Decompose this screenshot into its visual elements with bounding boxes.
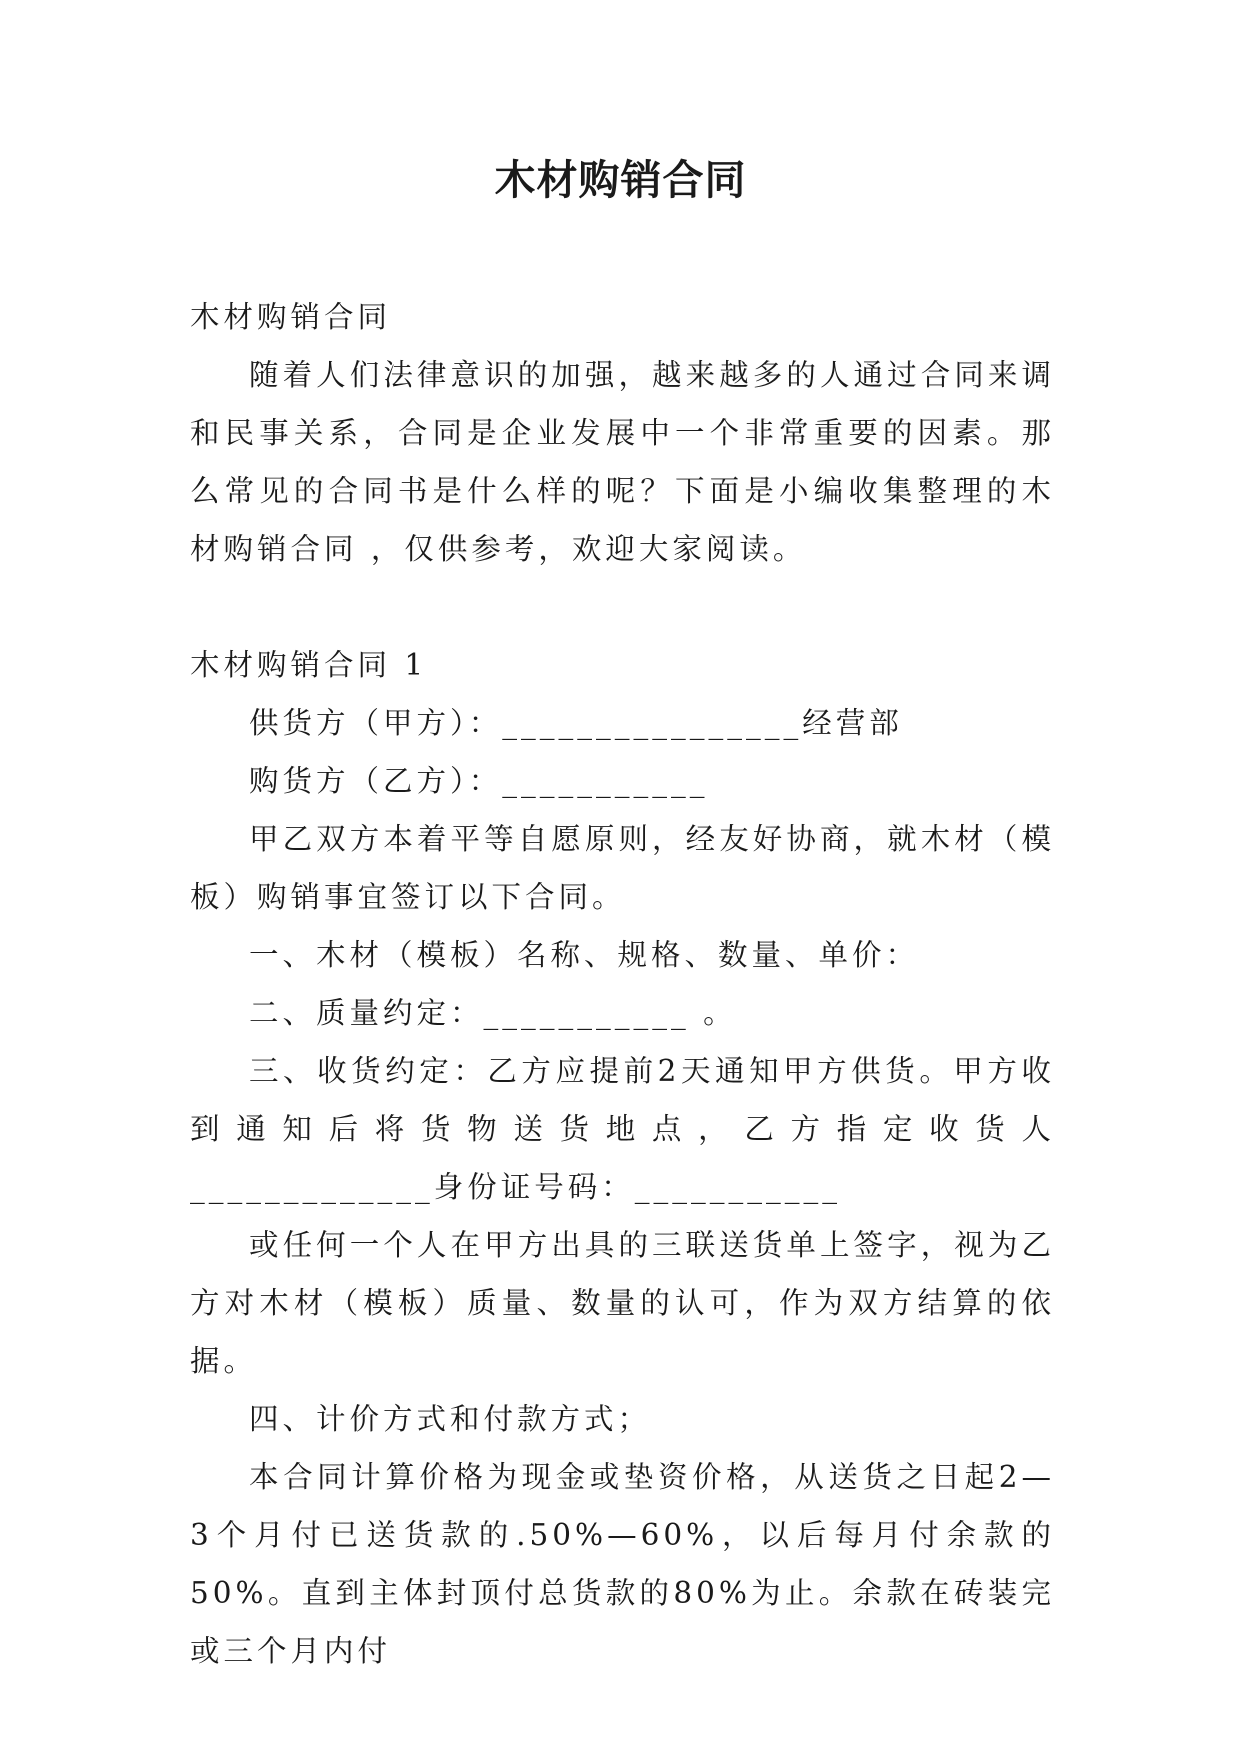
clause-3: 三、收货约定：乙方应提前2天通知甲方供货。甲方收到通知后将货物送货地点，乙方指定收货人_____________身份证号码：___________ (190, 1054, 1055, 1204)
clause-4: 四、计价方式和付款方式； (249, 1402, 652, 1436)
clause-4-payment: 本合同计算价格为现金或垫资价格，从送货之日起2—3个月付已送货款的.50%—60%，以后每月付余款的50%。直到主体封顶付总货款的80%为止。余款在砖装完或三个月内付 (190, 1460, 1055, 1668)
section-heading-contract-1: 木材购销合同 1 (190, 648, 428, 682)
clause-3-continued: 或任何一个人在甲方出具的三联送货单上签字，视为乙方对木材（模板）质量、数量的认可，作为双方结算的依据。 (190, 1228, 1055, 1378)
document-body (190, 288, 1055, 1680)
supplier-line: 供货方（甲方）：________________经营部 (249, 706, 903, 740)
clause-2: 二、质量约定：___________ 。 (249, 996, 737, 1030)
document-title: 木材购销合同 (494, 156, 747, 204)
agreement-paragraph: 甲乙双方本着平等自愿原则，经友好协商，就木材（模板）购销事宜签订以下合同。 (190, 822, 1055, 914)
section-heading-intro: 木材购销合同 (190, 300, 392, 334)
clause-1: 一、木材（模板）名称、规格、数量、单价： (249, 938, 920, 972)
paragraph-gap (190, 578, 1055, 636)
buyer-line: 购货方（乙方）：___________ (249, 764, 709, 798)
intro-paragraph: 随着人们法律意识的加强，越来越多的人通过合同来调和民事关系，合同是企业发展中一个非常重要的因素。那么常见的合同书是什么样的呢？下面是小编收集整理的木材购销合同 ，仅供参考，欢迎大家阅读。 (190, 358, 1055, 566)
